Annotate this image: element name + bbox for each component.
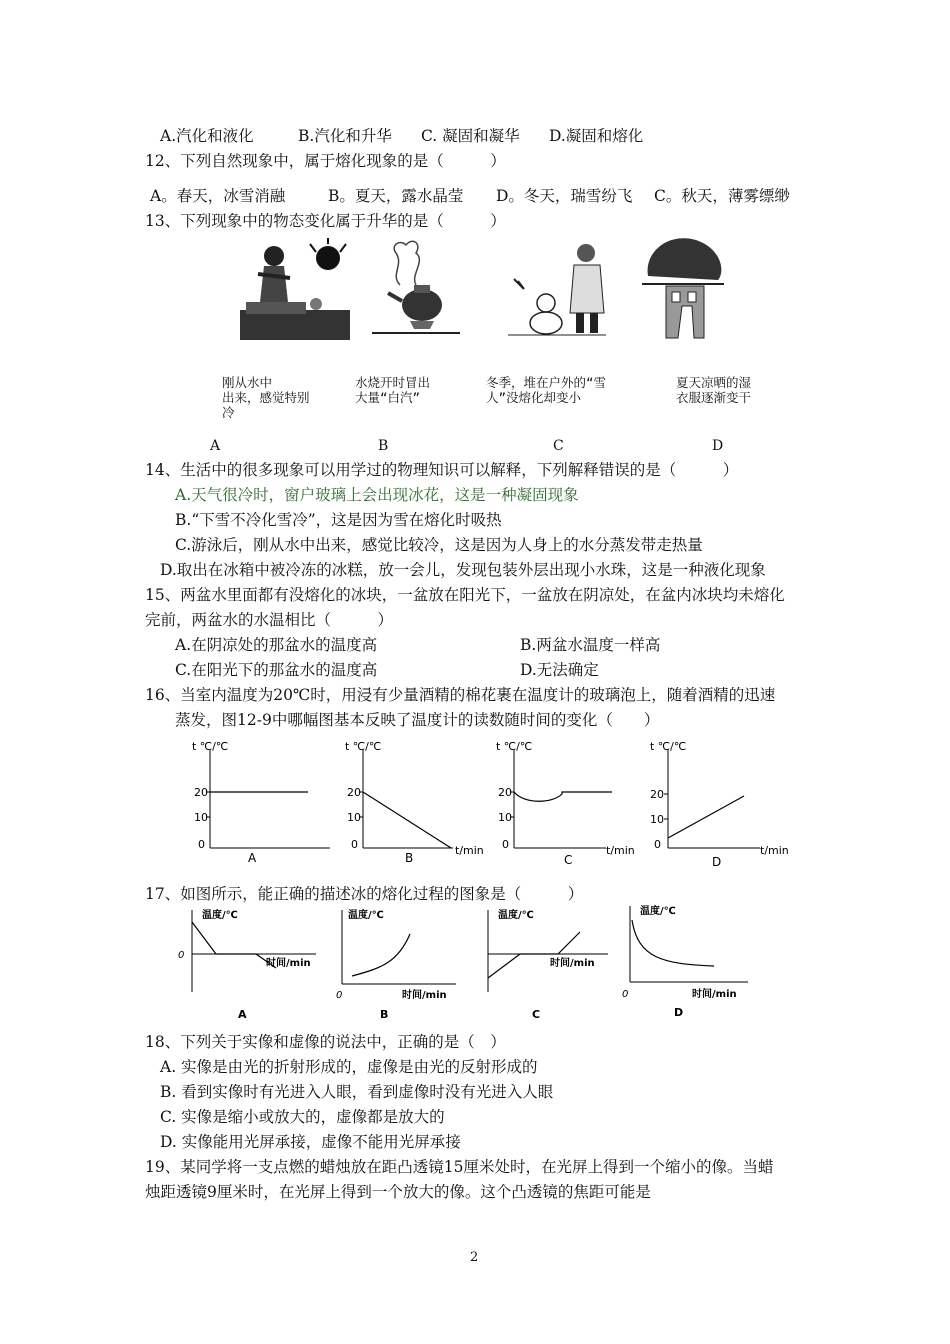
q16-b-letter: B	[405, 851, 414, 865]
q17-c-xlabel: 时间/min	[550, 958, 595, 969]
q19-stem-line2: 烛距透镜9厘米时，在光屏上得到一个放大的像。这个凸透镜的焦距可能是	[145, 1183, 651, 1201]
q17-a-letter: A	[238, 1008, 247, 1021]
q14-stem: 14、生活中的很多现象可以用学过的物理知识可以解释，下列解释错误的是（ ）	[145, 461, 739, 479]
q16-graph-d	[648, 738, 798, 868]
q17-d-ylabel: 温度/℃	[640, 906, 676, 917]
q16-graph-a	[190, 738, 340, 868]
q14-option-c: C.游泳后，刚从水中出来，感觉比较冷，这是因为人身上的水分蒸发带走热量	[175, 536, 703, 554]
q18-option-a: A. 实像是由光的折射形成的，虚像是由光的反射形成的	[160, 1058, 538, 1076]
q17-stem: 17、如图所示，能正确的描述冰的熔化过程的图象是（ ）	[145, 885, 584, 903]
q13-caption-a: 刚从水中 出来，感觉特别 冷	[222, 375, 310, 420]
q13-letter-a: A	[210, 438, 221, 454]
q17-a-origin: 0	[178, 950, 185, 961]
q15-stem-line2: 完前，两盆水的水温相比（ ）	[145, 611, 394, 629]
q17-b-xlabel: 时间/min	[402, 990, 447, 1001]
q12-option-d: D。冬天，瑞雪纷飞	[496, 187, 633, 205]
q12-option-b: B。夏天，露水晶莹	[328, 187, 464, 205]
q16-c-tick-0: 0	[502, 838, 509, 851]
q17-graph-a	[172, 906, 327, 1024]
q17-a-ylabel: 温度/℃	[202, 910, 238, 921]
q14-option-a: A.天气很冷时，窗户玻璃上会出现冰花，这是一种凝固现象	[175, 486, 579, 504]
q17-b-ylabel: 温度/℃	[348, 910, 384, 921]
q11-option-a: A.汽化和液化	[160, 127, 254, 145]
q16-c-letter: C	[564, 853, 573, 867]
q15-option-a: A.在阴凉处的那盆水的温度高	[175, 636, 378, 654]
q16-c-tick-20: 20	[498, 786, 512, 799]
q13-letter-b: B	[378, 438, 389, 454]
q16-d-letter: D	[712, 855, 722, 868]
q11-option-d: D.凝固和熔化	[549, 127, 644, 145]
q17-c-ylabel: 温度/℃	[498, 910, 534, 921]
clothes-picture	[638, 232, 728, 344]
q16-d-tick-0: 0	[654, 838, 661, 851]
q16-stem-line2: 蒸发，图12-9中哪幅图基本反映了温度计的读数随时间的变化（ ）	[175, 711, 660, 729]
q17-d-xlabel: 时间/min	[692, 989, 737, 1000]
q16-a-tick-10: 10	[194, 811, 208, 824]
q18-option-d: D. 实像能用光屏承接，虚像不能用光屏承接	[160, 1133, 461, 1151]
q17-d-letter: D	[674, 1006, 684, 1019]
q13-letter-d: D	[712, 438, 724, 454]
q16-c-xlabel: t/min	[606, 844, 635, 857]
q16-a-tick-0: 0	[198, 838, 205, 851]
q16-c-tick-10: 10	[498, 811, 512, 824]
q16-d-ylabel: t ℃/℃	[650, 740, 687, 753]
q16-c-ylabel: t ℃/℃	[496, 740, 533, 753]
q16-d-tick-20: 20	[650, 788, 664, 801]
q18-stem: 18、下列关于实像和虚像的说法中，正确的是（ ）	[145, 1033, 506, 1051]
q17-a-xlabel: 时间/min	[266, 958, 311, 969]
q13-caption-d: 夏天凉晒的湿 衣服逐渐变干	[676, 375, 752, 405]
q12-option-a: A。春天，冰雪消融	[150, 187, 286, 205]
q17-b-letter: B	[380, 1008, 389, 1021]
q16-graph-c	[494, 738, 644, 868]
snowman-picture	[508, 235, 608, 345]
q16-d-tick-10: 10	[650, 813, 664, 826]
q16-b-ylabel: t ℃/℃	[345, 740, 382, 753]
q16-d-xlabel: t/min	[760, 844, 789, 857]
q18-option-b: B. 看到实像时有光进入人眼，看到虚像时没有光进入人眼	[160, 1083, 554, 1101]
swimmer-picture	[236, 238, 356, 348]
q12-option-c: C。秋天，薄雾缥缈	[654, 187, 790, 205]
q17-graph-d	[612, 902, 762, 1024]
q11-option-c: C. 凝固和凝华	[421, 127, 520, 145]
q15-option-c: C.在阳光下的那盆水的温度高	[175, 661, 378, 679]
q13-caption-b: 水烧开时冒出 大量“白汽”	[355, 375, 431, 405]
q17-graph-b	[322, 906, 472, 1024]
q12-stem: 12、下列自然现象中，属于熔化现象的是（ ）	[145, 152, 506, 170]
page-number: 2	[470, 1250, 479, 1265]
q16-stem-line1: 16、当室内温度为20℃时，用浸有少量酒精的棉花裹在温度计的玻璃泡上，随着酒精的迅速	[145, 686, 776, 704]
kettle-picture	[370, 235, 465, 345]
q13-letter-c: C	[553, 438, 564, 454]
q13-stem: 13、下列现象中的物态变化属于升华的是（ ）	[145, 212, 506, 230]
q16-b-tick-0: 0	[351, 838, 358, 851]
q11-option-b: B.汽化和升华	[298, 127, 392, 145]
q19-stem-line1: 19、某同学将一支点燃的蜡烛放在距凸透镜15厘米处时，在光屏上得到一个缩小的像。当蜡	[145, 1158, 774, 1176]
q16-b-xlabel: t/min	[455, 844, 484, 857]
q17-graph-c	[468, 906, 618, 1024]
q18-option-c: C. 实像是缩小或放大的，虚像都是放大的	[160, 1108, 445, 1126]
q16-a-letter: A	[248, 851, 257, 865]
q15-option-b: B.两盆水温度一样高	[520, 636, 661, 654]
q15-option-d: D.无法确定	[520, 661, 599, 679]
q17-d-origin: 0	[622, 989, 629, 1000]
q17-c-letter: C	[532, 1008, 541, 1021]
q16-b-tick-10: 10	[347, 811, 361, 824]
q13-caption-c: 冬季，堆在户外的“雪 人”没熔化却变小	[486, 375, 607, 405]
q14-option-d: D.取出在冰箱中被冷冻的冰糕，放一会儿，发现包装外层出现小水珠，这是一种液化现象	[160, 561, 766, 579]
q16-graph-b	[343, 738, 493, 868]
q17-b-origin: 0	[336, 990, 343, 1001]
q14-option-b: B.“下雪不冷化雪冷”，这是因为雪在熔化时吸热	[175, 511, 502, 529]
q16-a-tick-20: 20	[194, 786, 208, 799]
q16-b-tick-20: 20	[347, 786, 361, 799]
q16-a-ylabel: t ℃/℃	[192, 740, 229, 753]
q15-stem-line1: 15、两盆水里面都有没熔化的冰块，一盆放在阳光下，一盆放在阴凉处，在盆内冰块均未熔化	[145, 586, 785, 604]
